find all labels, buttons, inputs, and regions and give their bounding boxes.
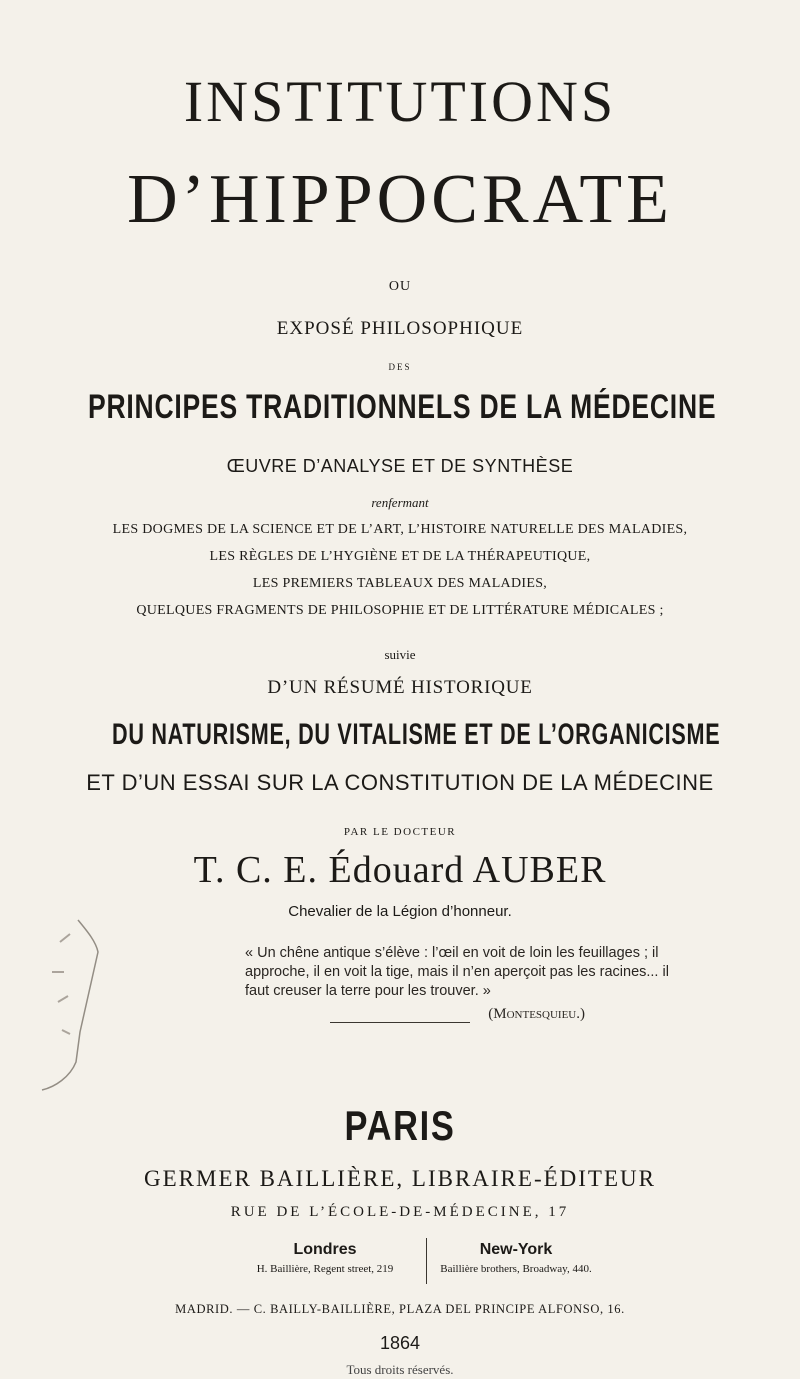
author-name: T. C. E. Édouard AUBER <box>193 849 607 891</box>
epigraph-text: « Un chêne antique s’élève : l’œil en voit de loin les feuillages ; il approche, il en voit la tige, mais il n’en aperçoit pas les racines... il faut creuser la terre pour les trouver. » <box>245 945 669 999</box>
publisher-address: RUE DE L’ÉCOLE-DE-MÉDECINE, 17 <box>230 1204 570 1220</box>
subtitle-principes: PRINCIPES TRADITIONNELS DE LA MÉDECINE <box>88 388 717 426</box>
ou-label: OU <box>388 279 412 294</box>
epigraph-attribution: (Montesquieu.) <box>488 1006 585 1022</box>
par-le-docteur: PAR LE DOCTEUR <box>343 826 457 838</box>
des-label: DES <box>388 362 412 372</box>
contents-line: LES RÈGLES DE L’HYGIÈNE ET DE LA THÉRAPEUTIQUE, <box>209 549 591 564</box>
library-stamp-mark <box>40 912 110 1102</box>
subtitle-resume: D’UN RÉSUMÉ HISTORIQUE <box>267 677 533 698</box>
renfermant-label: renfermant <box>371 495 429 510</box>
subtitle-naturisme: DU NATURISME, DU VITALISME ET DE L’ORGANICISME <box>112 718 721 751</box>
rights-notice: Tous droits réservés. <box>346 1362 454 1377</box>
subtitle-oeuvre: ŒUVRE D’ANALYSE ET DE SYNTHÈSE <box>226 456 574 476</box>
author-honor: Chevalier de la Légion d’honneur. <box>288 903 512 920</box>
branch-address: Baillière brothers, Broadway, 440. <box>440 1263 592 1275</box>
contents-line: LES DOGMES DE LA SCIENCE ET DE L’ART, L’HISTOIRE NATURELLE DES MALADIES, <box>112 522 688 537</box>
branch-address: H. Baillière, Regent street, 219 <box>256 1263 394 1275</box>
branch-madrid: MADRID. — C. BAILLY-BAILLIÈRE, PLAZA DEL PRINCIPE ALFONSO, 16. <box>175 1302 625 1316</box>
branch-divider <box>426 1238 427 1284</box>
place-of-publication: PARIS <box>344 1102 456 1149</box>
suivie-label: suivie <box>384 647 416 662</box>
title-line-1: INSTITUTIONS <box>183 69 617 134</box>
contents-line: QUELQUES FRAGMENTS DE PHILOSOPHIE ET DE LITTÉRATURE MÉDICALES ; <box>136 603 664 618</box>
branch-city: Londres <box>293 1241 357 1258</box>
branch-new-york <box>431 1241 601 1275</box>
subtitle-essai: ET D’UN ESSAI SUR LA CONSTITUTION DE LA MÉDECINE <box>86 770 714 795</box>
divider-rule <box>330 1022 470 1023</box>
epigraph <box>245 944 685 1024</box>
branch-city: New-York <box>479 1241 553 1258</box>
contents-line: LES PREMIERS TABLEAUX DES MALADIES, <box>252 576 548 591</box>
subtitle-expose: EXPOSÉ PHILOSOPHIQUE <box>276 318 524 339</box>
publication-year: 1864 <box>379 1333 421 1353</box>
title-line-2: D’HIPPOCRATE <box>127 161 673 238</box>
branch-london <box>230 1241 420 1275</box>
publisher-name: GERMER BAILLIÈRE, LIBRAIRE-ÉDITEUR <box>144 1166 656 1191</box>
